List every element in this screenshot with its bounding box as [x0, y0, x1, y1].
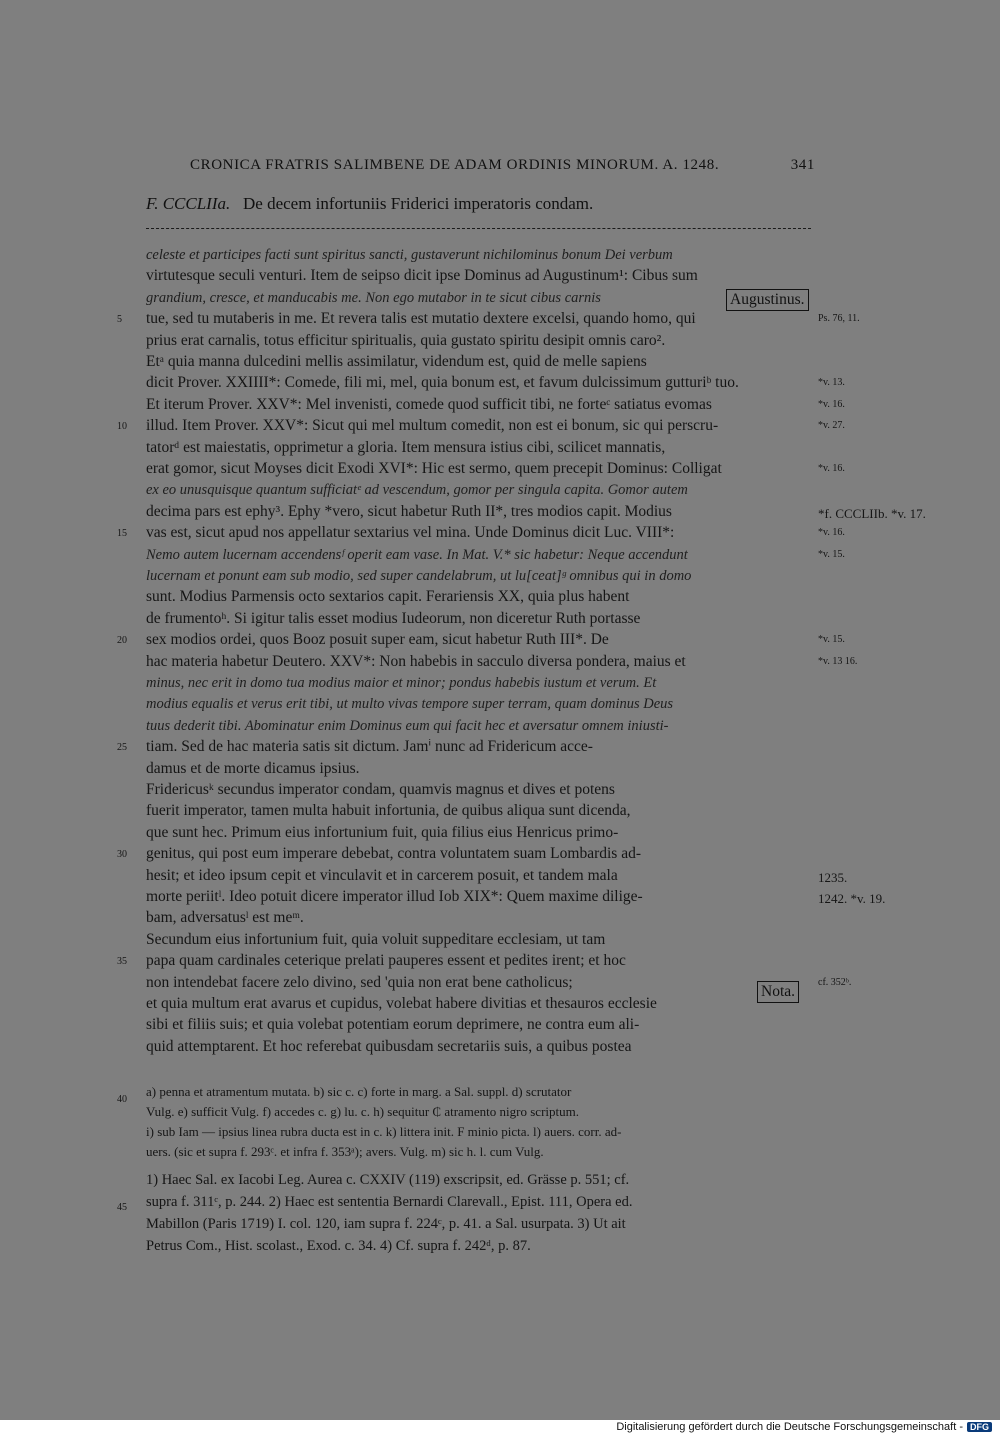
text-line: minus, nec erit in domo tua modius maior et minor; pondus habebis iustum et verum. Et	[146, 675, 657, 691]
text-line: Nemo autem lucernam accendensᶠ operit eam vase. In Mat. V.* sic habetur: Neque accendunt	[146, 546, 688, 563]
text-line: ex eo unusquisque quantum sufficiatᵉ ad vescendum, gomor per singula capita. Gomor autem	[146, 482, 688, 499]
text-line: papa quam cardinales ceterique prelati pauperes essent et pedites irent; et hoc	[146, 952, 626, 970]
marginal-note: *v. 27.	[818, 420, 845, 432]
apparatus-line: Vulg. e) sufficit Vulg. f) accedes c. g) lu. c. h) sequitur ₵ atramento nigro scriptum.	[146, 1104, 579, 1119]
text-line: genitus, qui post eum imperare debebat, contra voluntatem suam Lombardis ad-	[146, 845, 642, 863]
text-line: Secundum eius infortunium fuit, quia voluit suppeditare ecclesiam, ut tam	[146, 930, 606, 948]
marginal-note: *v. 16.	[818, 463, 845, 474]
source-line: supra f. 311ᶜ, p. 244. 2) Haec est sententia Bernardi Clarevall., Epist. 111, Opera ed.	[146, 1194, 633, 1210]
apparatus-line-number: 40	[117, 1094, 127, 1105]
marginal-note: *v. 16.	[818, 398, 845, 410]
marginal-note: *v. 15.	[818, 548, 845, 560]
apparatus-line: i) sub Iam — ipsius linea rubra ducta est in c. k) littera init. F minio picta. l) auers. corr. ad-	[146, 1124, 622, 1139]
marginal-box-augustinus: Augustinus.	[726, 289, 809, 311]
line-number: 25	[117, 742, 127, 754]
text-line: sibi et filiis suis; et quia volebat potentiam eorum deprimere, ne contra eum ali-	[146, 1016, 640, 1034]
folio-reference: F. CCCLIIa.	[146, 194, 231, 213]
footer-credit	[616, 1420, 992, 1434]
text-line: tiam. Sed de hac materia satis sit dictum. Jamⁱ nunc ad Fridericum acce-	[146, 738, 593, 756]
marginal-note: Ps. 76, 11.	[818, 313, 860, 325]
line-number: 20	[117, 635, 127, 647]
text-line: sunt. Modius Parmensis octo sextarios capit. Ferariensis XX, quia plus habent	[146, 588, 630, 606]
text-line: de frumentoʰ. Si igitur talis esset modius Iudeorum, non diceretur Ruth portasse	[146, 609, 641, 627]
source-line: Petrus Com., Hist. scolast., Exod. c. 34. 4) Cf. supra f. 242ᵈ, p. 87.	[146, 1238, 531, 1254]
text-line: decima pars est ephy³. Ephy *vero, sicut habetur Ruth II*, tres modios capit. Modius	[146, 502, 672, 520]
text-line: illud. Item Prover. XXV*: Sicut qui mel multum comedit, non est ei bonum, sic qui perscru-	[146, 417, 719, 435]
marginal-note: 1242. *v. 19.	[818, 891, 886, 906]
text-line: damus et de morte dicamus ipsius.	[146, 759, 360, 777]
text-line: non intendebat facere zelo divino, sed 'quia non erat bene catholicus;	[146, 973, 573, 991]
chapter-heading	[146, 194, 593, 214]
marginal-box-nota: Nota.	[757, 981, 799, 1003]
marginal-note: *v. 15.	[818, 634, 845, 646]
line-number: 5	[117, 314, 122, 326]
dfg-logo: DFG	[967, 1422, 992, 1432]
text-line: hac materia habetur Deutero. XXV*: Non habebis in sacculo diversa pondera, maius et	[146, 652, 686, 670]
text-line: quid attemptarent. Et hoc referebat quibusdam secretariis suis, a quibus postea	[146, 1037, 632, 1055]
sources-line-number: 45	[117, 1202, 127, 1213]
text-line: tatorᵈ est maiestatis, opprimetur a gloria. Item mensura istius cibi, scilicet mannatis,	[146, 438, 666, 456]
line-number: 30	[117, 849, 127, 861]
text-line: tuus dederit tibi. Abominatur enim Dominus eum qui facit hec et aversatur omnem iniusti-	[146, 717, 669, 734]
text-line: fuerit imperator, tamen multa habuit infortunia, de quibus aliqua sunt dicenda,	[146, 802, 631, 820]
text-line: lucernam et ponunt eam sub modio, sed super candelabrum, ut lu[ceat]ᵍ omnibus qui in domo	[146, 568, 692, 584]
text-line: et quia multum erat avarus et cupidus, volebat habere divitias et thesauros ecclesie	[146, 995, 657, 1012]
line-number: 35	[117, 956, 127, 968]
text-line: Et iterum Prover. XXV*: Mel invenisti, comede quod sufficit tibi, ne fortеᶜ satiatus evomas	[146, 395, 712, 413]
marginal-note: cf. 352ᵇ.	[818, 976, 852, 988]
text-line: que sunt hec. Primum eius infortunium fuit, quia filius eius Henricus primo-	[146, 823, 619, 841]
marginal-note: 1235.	[818, 869, 848, 885]
text-line: celeste et participes facti sunt spiritus sancti, gustaverunt nichilominus bonum Dei verbum	[146, 247, 673, 263]
page-number: 341	[790, 157, 815, 173]
footer-text: Digitalisierung gefördert durch die Deutsche Forschungsgemeinschaft -	[616, 1421, 963, 1433]
marginal-note: *v. 16.	[818, 527, 845, 539]
heading-rule	[146, 228, 811, 229]
text-line: Fridericusᵏ secundus imperator condam, quamvis magnus et dives et potens	[146, 781, 615, 798]
text-line: erat gomor, sicut Moyses dicit Exodi XVI*: Hic est sermo, quem precepit Dominus: Colligat	[146, 460, 722, 477]
text-line: tue, sed tu mutaberis in me. Et revera talis est mutatio dextere excelsi, quando homo, qui	[146, 310, 696, 328]
text-line: prius erat carnalis, totus efficitur spiritualis, quia gustato spiritu desipit omnis caro².	[146, 331, 666, 349]
source-line: Mabillon (Paris 1719) I. col. 120, iam supra f. 224ᶜ, p. 41. a Sal. usurpata. 3) Ut ait	[146, 1216, 626, 1232]
source-line: 1) Haec Sal. ex Iacobi Leg. Aurea c. CXXIV (119) exscripsit, ed. Grässe p. 551; cf.	[146, 1172, 630, 1188]
running-header	[190, 157, 815, 174]
line-number: 10	[117, 421, 127, 433]
text-line: bam, adversatusˡ est meᵐ.	[146, 909, 304, 927]
text-line: Etᵃ quia manna dulcedini mellis assimilatur, videndum est, quid de melle sapiens	[146, 353, 647, 370]
marginal-note: *f. CCCLIIb. *v. 17.	[818, 505, 926, 521]
text-line: hesit; et ideo ipsum cepit et vinculavit et in carcerem posuit, et tandem mala	[146, 866, 618, 884]
line-number: 15	[117, 528, 127, 540]
running-title: CRONICA FRATRIS SALIMBENE DE ADAM ORDINIS MINORUM. A. 1248.	[190, 157, 720, 173]
apparatus-line: uers. (sic et supra f. 293ᶜ. et infra f. 353ᵃ); avers. Vulg. m) sic h. l. cum Vulg.	[146, 1144, 544, 1159]
text-line: vas est, sicut apud nos appellatur sextarius vel mina. Unde Dominus dicit Luc. VIII*:	[146, 524, 675, 542]
text-line: modius equalis et verus erit tibi, ut multo vivas tempore super terram, quam dominus Deus	[146, 696, 674, 713]
text-line: sex modios ordei, quos Booz posuit super eam, sicut habetur Ruth III*. De	[146, 631, 609, 649]
text-line: grandium, cresce, et manducabis me. Non ego mutabor in te sicut cibus carnis	[146, 289, 601, 306]
marginal-note: *v. 13.	[818, 377, 845, 389]
chapter-title: De decem infortuniis Friderici imperatoris condam.	[243, 194, 594, 213]
text-line: virtutesque seculi venturi. Item de seipso dicit ipse Dominus ad Augustinum¹: Cibus sum	[146, 267, 698, 285]
text-line: morte periitˡ. Ideo potuit dicere imperator illud Iob XIX*: Quem maxime dilige-	[146, 888, 643, 905]
text-line: dicit Prover. XXIIII*: Comede, fili mi, mel, quia bonum est, et favum dulcissimum gutturiᵇ tuo.	[146, 374, 739, 392]
marginal-note: *v. 13 16.	[818, 655, 858, 667]
apparatus-line: a) penna et atramentum mutata. b) sic c. c) forte in marg. a Sal. suppl. d) scrutator	[146, 1084, 572, 1099]
